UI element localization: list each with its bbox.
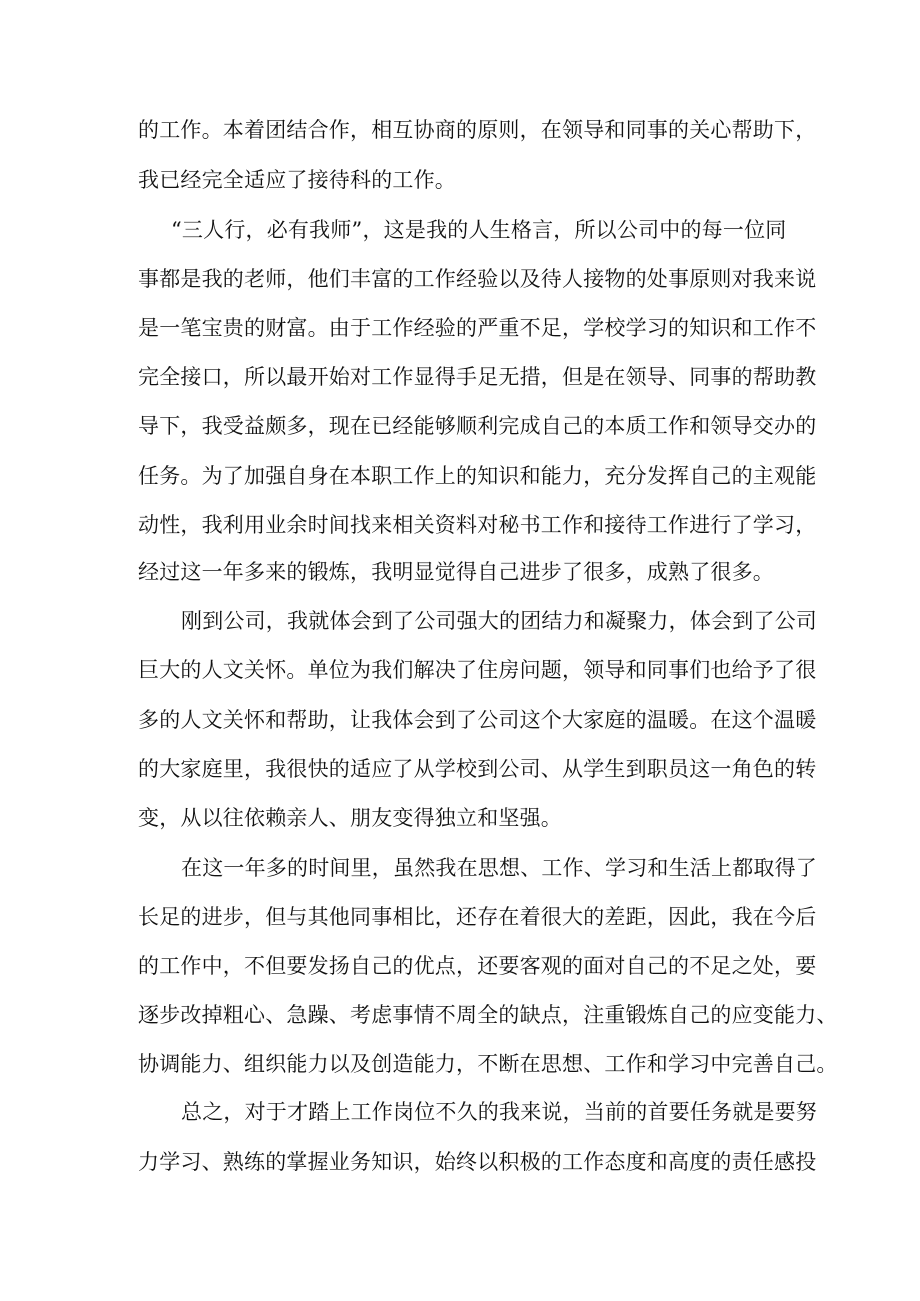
text-line: 经过这一年多来的锻炼，我明显觉得自己进步了很多，成熟了很多。	[138, 560, 774, 584]
text-line: 完全接口，所以最开始对工作显得手足无措，但是在领导、同事的帮助教	[138, 365, 817, 389]
text-line: 协调能力、组织能力以及创造能力，不断在思想、工作和学习中完善自己。	[138, 1052, 838, 1076]
text-line: 长足的进步，但与其他同事相比，还存在着很大的差距，因此，我在今后	[138, 905, 817, 929]
text-line: 我已经完全适应了接待科的工作。	[138, 168, 456, 192]
text-line: 变，从以往依赖亲人、朋友变得独立和坚强。	[138, 806, 562, 830]
text-line: 力学习、熟练的掌握业务知识，始终以积极的工作态度和高度的责任感投	[138, 1150, 817, 1174]
paragraph-start-line: 总之，对于才踏上工作岗位不久的我来说，当前的首要任务就是要努	[181, 1100, 817, 1124]
text-line: 是一笔宝贵的财富。由于工作经验的严重不足，学校学习的知识和工作不	[138, 316, 817, 340]
text-line: 的工作中，不但要发扬自己的优点，还要客观的面对自己的不足之处，要	[138, 954, 817, 978]
paragraph-start-line: 刚到公司，我就体会到了公司强大的团结力和凝聚力，体会到了公司	[181, 609, 817, 633]
text-line: 巨大的人文关怀。单位为我们解决了住房问题，领导和同事们也给予了很	[138, 658, 817, 682]
text-line: 的工作。本着团结合作，相互协商的原则，在领导和同事的关心帮助下，	[138, 118, 817, 142]
text-line: 任务。为了加强自身在本职工作上的知识和能力，充分发挥自己的主观能	[138, 464, 817, 488]
text-line: 的大家庭里，我很快的适应了从学校到公司、从学生到职员这一角色的转	[138, 757, 817, 781]
text-line: 动性，我利用业余时间找来相关资料对秘书工作和接待工作进行了学习，	[138, 513, 817, 537]
text-line: 导下，我受益颇多，现在已经能够顺利完成自己的本质工作和领导交办的	[138, 414, 817, 438]
text-line: 事都是我的老师，他们丰富的工作经验以及待人接物的处事原则对我来说	[138, 267, 817, 291]
paragraph-start-line: 在这一年多的时间里，虽然我在思想、工作、学习和生活上都取得了	[181, 856, 817, 880]
paragraph-start-line: “三人行，必有我师”，这是我的人生格言，所以公司中的每一位同	[171, 218, 787, 242]
text-line: 多的人文关怀和帮助，让我体会到了公司这个大家庭的温暖。在这个温暖	[138, 708, 817, 732]
text-line: 逐步改掉粗心、急躁、考虑事情不周全的缺点，注重锻炼自己的应变能力、	[138, 1003, 838, 1027]
